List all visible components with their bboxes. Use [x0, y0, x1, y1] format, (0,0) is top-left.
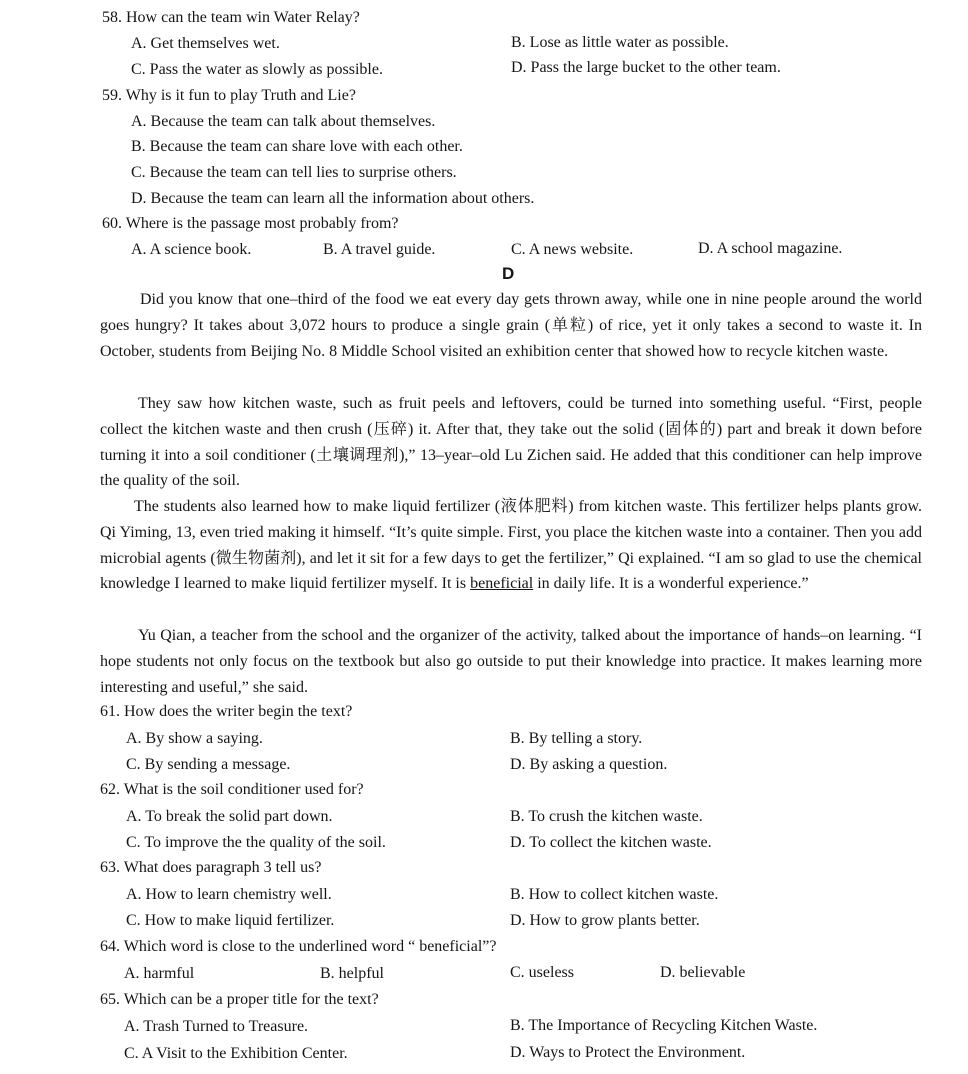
q58-option-b: B. Lose as little water as possible.: [511, 34, 729, 51]
q61-option-c: C. By sending a message.: [126, 756, 291, 773]
q64-option-c: C. useless: [510, 964, 574, 981]
question-65-stem: 65. Which can be a proper title for the text?: [100, 991, 379, 1008]
q60-option-b: B. A travel guide.: [323, 241, 436, 258]
q60-option-c: C. A news website.: [511, 241, 634, 258]
p3-text-before: The students also learned how to make liquid fertilizer (液体肥料) from kitchen waste. This fertilizer helps plants grow. Qi Yiming, 13, even tried making it himself. “It’s quite simple. First, you place the kitchen waste into a container. Then you add microbial agents (微生物菌剂), and let it sit for a few days to get the fertilizer,” Qi explained. “I am so glad to use the chemical knowledge I learned to make liquid fertilizer myself. It is: [100, 498, 922, 593]
q65-option-c: C. A Visit to the Exhibition Center.: [124, 1045, 348, 1062]
q58-option-c: C. Pass the water as slowly as possible.: [131, 61, 383, 78]
q63-option-c: C. How to make liquid fertilizer.: [126, 912, 335, 929]
q58-option-a: A. Get themselves wet.: [131, 35, 280, 52]
q58-option-d: D. Pass the large bucket to the other team.: [511, 59, 781, 76]
q65-option-d: D. Ways to Protect the Environment.: [510, 1044, 746, 1061]
p3-text-after: in daily life. It is a wonderful experience.”: [533, 575, 809, 593]
section-heading: D: [502, 264, 515, 283]
q61-option-b: B. By telling a story.: [510, 730, 643, 747]
q64-option-b: B. helpful: [320, 965, 384, 982]
q61-option-d: D. By asking a question.: [510, 756, 668, 773]
q63-option-b: B. How to collect kitchen waste.: [510, 886, 719, 903]
question-60-stem: 60. Where is the passage most probably from?: [102, 215, 399, 232]
question-64-stem: 64. Which word is close to the underlined word “ beneficial”?: [100, 938, 497, 955]
q61-option-a: A. By show a saying.: [126, 730, 263, 747]
q60-option-d: D. A school magazine.: [698, 240, 843, 257]
q59-option-d: D. Because the team can learn all the information about others.: [131, 190, 535, 207]
question-59-stem: 59. Why is it fun to play Truth and Lie?: [102, 87, 356, 104]
q65-option-b: B. The Importance of Recycling Kitchen Waste.: [510, 1017, 818, 1034]
q62-option-a: A. To break the solid part down.: [126, 808, 333, 825]
question-62-stem: 62. What is the soil conditioner used for?: [100, 781, 364, 798]
passage-paragraph-1: Did you know that one–third of the food we eat every day gets thrown away, while one in nine people around the world goes hungry? It takes about 3,072 hours to produce a single grain (单粒) of rice, yet it only takes a second to waste it. In October, students from Beijing No. 8 Middle School visited an exhibition center that showed how to recycle kitchen waste.: [100, 291, 922, 360]
q64-option-d: D. believable: [660, 964, 746, 981]
passage-paragraph-4: Yu Qian, a teacher from the school and the organizer of the activity, talked about the importance of hands–on learning. “I hope students not only focus on the textbook but also go outside to put their knowledge into practice. It makes learning more interesting and useful,” she said.: [100, 627, 922, 696]
passage-paragraph-2: They saw how kitchen waste, such as fruit peels and leftovers, could be turned into something useful. “First, people collect the kitchen waste and then crush (压碎) it. After that, they take out the solid (固体的) part and break it down before turning it into a soil conditioner (土壤调理剂),” 13–year–old Lu Zichen said. He added that this conditioner can help improve the quality of the soil.: [100, 395, 922, 490]
q59-option-c: C. Because the team can tell lies to surprise others.: [131, 164, 457, 181]
q62-option-d: D. To collect the kitchen waste.: [510, 834, 712, 851]
q59-option-b: B. Because the team can share love with each other.: [131, 138, 463, 155]
question-63-stem: 63. What does paragraph 3 tell us?: [100, 859, 322, 876]
q62-option-c: C. To improve the the quality of the soil.: [126, 834, 386, 851]
question-61-stem: 61. How does the writer begin the text?: [100, 703, 353, 720]
underlined-word-beneficial: beneficial: [470, 575, 534, 593]
q63-option-d: D. How to grow plants better.: [510, 912, 700, 929]
q59-option-a: A. Because the team can talk about themselves.: [131, 113, 436, 130]
q63-option-a: A. How to learn chemistry well.: [126, 886, 332, 903]
passage-paragraph-3: [100, 494, 922, 597]
q65-option-a: A. Trash Turned to Treasure.: [124, 1018, 309, 1035]
q62-option-b: B. To crush the kitchen waste.: [510, 808, 703, 825]
q64-option-a: A. harmful: [124, 965, 195, 982]
q60-option-a: A. A science book.: [131, 241, 252, 258]
question-58-stem: 58. How can the team win Water Relay?: [102, 9, 360, 26]
